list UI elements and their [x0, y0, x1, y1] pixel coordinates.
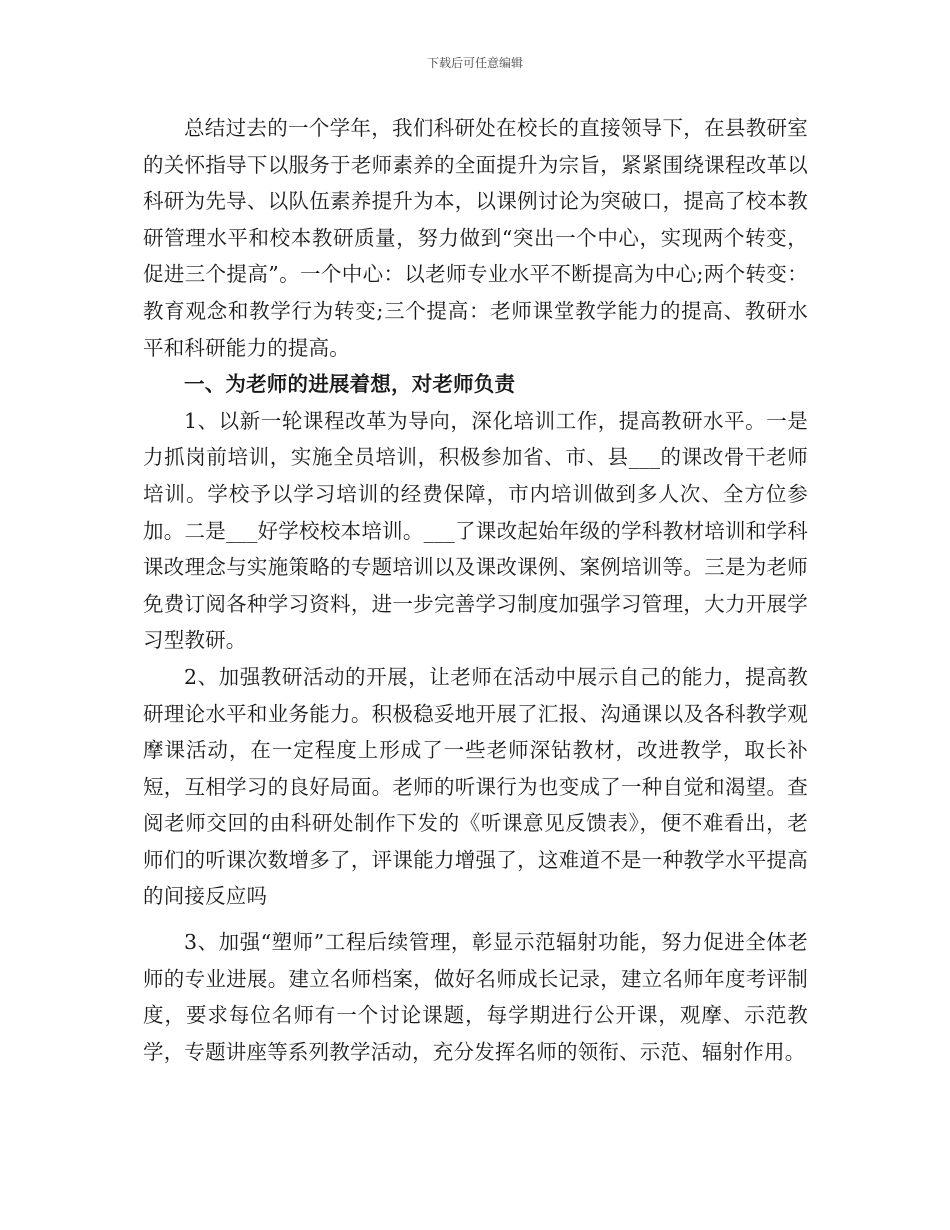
item-3-paragraph: 3、加强“塑师”工程后续管理，彰显示范辐射功能，努力促进全体老师的专业进展。建立名师档案，做好名师成长记录，建立名师年度考评制度，要求每位名师有一个讨论课题，每学期进行公开课，观摩、示范教学，专题讲座等系列教学活动，充分发挥名师的领衔、示范、辐射作用。: [143, 930, 808, 1064]
page-header-note: 下载后可任意编辑: [426, 56, 523, 70]
document-body: [143, 110, 808, 1070]
intro-paragraph: 总结过去的一个学年，我们科研处在校长的直接领导下，在县教研室的关怀指导下以服务于老师素养的全面提升为宗旨，紧紧围绕课程改革以科研为先导、以队伍素养提升为本，以课例讨论为突破口，提高了校本教研管理水平和校本教研质量，努力做到“突出一个中心，实现两个转变，促进三个提高”。一个中心：以老师专业水平不断提高为中心;两个转变：教育观念和教学行为转变;三个提高：老师课堂教学能力的提高、教研水平和科研能力的提高。: [143, 116, 808, 360]
paragraph-gap: [143, 915, 808, 924]
item-2-paragraph: 2、加强教研活动的开展，让老师在活动中展示自己的能力，提高教研理论水平和业务能力。积极稳妥地开展了汇报、沟通课以及各科教学观摩课活动，在一定程度上形成了一些老师深钻教材，改进教学，取长补短，互相学习的良好局面。老师的听课行为也变成了一种自觉和渴望。查阅老师交回的由科研处制作下发的《听课意见反馈表》，便不难看出，老师们的听课次数增多了，评课能力增强了，这难道不是一种教学水平提高的间接反应吗: [143, 664, 808, 909]
item-1-paragraph: 1、以新一轮课程改革为导向，深化培训工作，提高教研水平。一是力抓岗前培训，实施全员培训，积极参加省、市、县___的课改骨干老师培训。学校予以学习培训的经费保障，市内培训做到多人次、全方位参加。二是___好学校校本培训。___了课改起始年级的学科教材培训和学科课改理念与实施策略的专题培训以及课改课例、案例培训等。三是为老师免费订阅各种学习资料，进一步完善学习制度加强学习管理，大力开展学习型教研。: [143, 408, 808, 653]
section-heading: 一、为老师的进展着想，对老师负责: [184, 372, 516, 397]
